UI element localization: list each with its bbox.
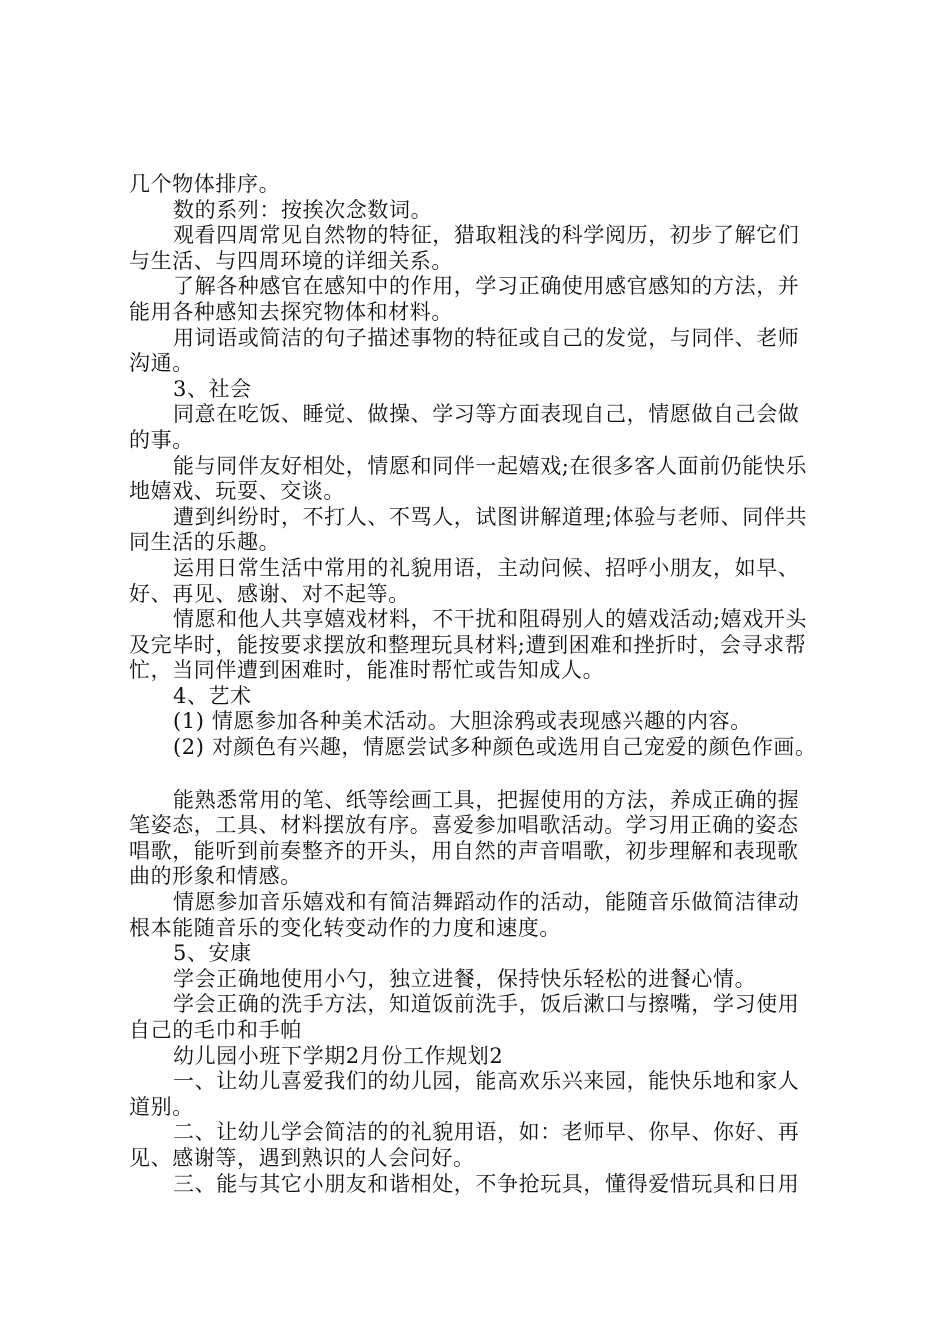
text-line: 曲的形象和情感。 bbox=[129, 864, 302, 889]
text-line: 用词语或简洁的句子描述事物的特征或自己的发觉，与同伴、老师 bbox=[173, 325, 800, 350]
text-line: 三、能与其它小朋友和谐相处，不争抢玩具，懂得爱惜玩具和日用 bbox=[173, 1171, 800, 1196]
text-line: 见、感谢等，遇到熟识的人会问好。 bbox=[129, 1145, 475, 1170]
text-line: 情愿和他人共享嬉戏材料，不干扰和阻碍别人的嬉戏活动;嬉戏开头 bbox=[173, 607, 808, 632]
text-line: 自己的毛巾和手帕 bbox=[129, 1018, 302, 1042]
text-line: 能与同伴友好相处，情愿和同伴一起嬉戏;在很多客人面前仍能快乐 bbox=[173, 453, 808, 478]
text-line: 根本能随音乐的变化转变动作的力度和速度。 bbox=[129, 915, 561, 940]
section-heading: 4、艺术 bbox=[173, 683, 252, 708]
blank-line bbox=[129, 761, 844, 788]
text-line: 几个物体排序。 bbox=[129, 172, 281, 196]
document-body bbox=[129, 172, 844, 1197]
section-heading: 3、社会 bbox=[173, 376, 252, 401]
text-line: 能用各种感知去探究物体和材料。 bbox=[129, 299, 453, 324]
text-line: 运用日常生活中常用的礼貌用语，主动问候、招呼小朋友，如早、 bbox=[173, 555, 800, 580]
text-line: 情愿参加音乐嬉戏和有简洁舞蹈动作的活动，能随音乐做简洁律动 bbox=[173, 890, 800, 915]
list-item: (2) 对颜色有兴趣，情愿尝试多种颜色或选用自己宠爱的颜色作画。 bbox=[173, 735, 817, 760]
text-line: 的事。 bbox=[129, 427, 194, 452]
text-line: 遭到纠纷时，不打人、不骂人，试图讲解道理;体验与老师、同伴共 bbox=[173, 504, 808, 529]
section-heading: 5、安康 bbox=[173, 941, 252, 966]
text-line: 了解各种感官在感知中的作用，学习正确使用感官感知的方法，并 bbox=[173, 274, 800, 299]
document-subtitle: 幼儿园小班下学期2月份工作规划2 bbox=[173, 1043, 504, 1068]
text-line: 一、让幼儿喜爱我们的幼儿园，能高欢乐兴来园，能快乐地和家人 bbox=[173, 1069, 800, 1094]
list-item: (1) 情愿参加各种美术活动。大胆涂鸦或表现感兴趣的内容。 bbox=[173, 709, 752, 734]
text-line: 忙，当同伴遭到困难时，能准时帮忙或告知成人。 bbox=[129, 658, 605, 683]
text-line: 及完毕时，能按要求摆放和整理玩具材料;遭到困难和挫折时，会寻求帮 bbox=[129, 632, 807, 657]
text-line: 能熟悉常用的笔、纸等绘画工具，把握使用的方法，养成正确的握 bbox=[173, 787, 800, 812]
text-line: 沟通。 bbox=[129, 351, 194, 376]
text-line: 数的系列：按挨次念数词。 bbox=[173, 197, 433, 222]
text-line: 道别。 bbox=[129, 1094, 194, 1119]
text-line: 笔姿态，工具、材料摆放有序。喜爱参加唱歌活动。学习用正确的姿态 bbox=[129, 813, 799, 838]
text-line: 地嬉戏、玩耍、交谈。 bbox=[129, 479, 345, 504]
text-line: 观看四周常见自然物的特征，猎取粗浅的科学阅历，初步了解它们 bbox=[173, 223, 800, 248]
text-line: 与生活、与四周环境的详细关系。 bbox=[129, 248, 453, 273]
text-line: 二、让幼儿学会简洁的的礼貌用语，如：老师早、你早、你好、再 bbox=[173, 1120, 800, 1145]
text-line: 好、再见、感谢、对不起等。 bbox=[129, 581, 410, 606]
text-line: 唱歌，能听到前奏整齐的开头，用自然的声音唱歌，初步理解和表现歌 bbox=[129, 838, 799, 863]
text-line: 同生活的乐趣。 bbox=[129, 530, 281, 555]
text-line: 学会正确的洗手方法，知道饭前洗手，饭后漱口与擦嘴，学习使用 bbox=[173, 992, 800, 1017]
text-line: 学会正确地使用小勺，独立进餐，保持快乐轻松的进餐心情。 bbox=[173, 966, 757, 991]
text-line: 同意在吃饭、睡觉、做操、学习等方面表现自己，情愿做自己会做 bbox=[173, 402, 800, 427]
